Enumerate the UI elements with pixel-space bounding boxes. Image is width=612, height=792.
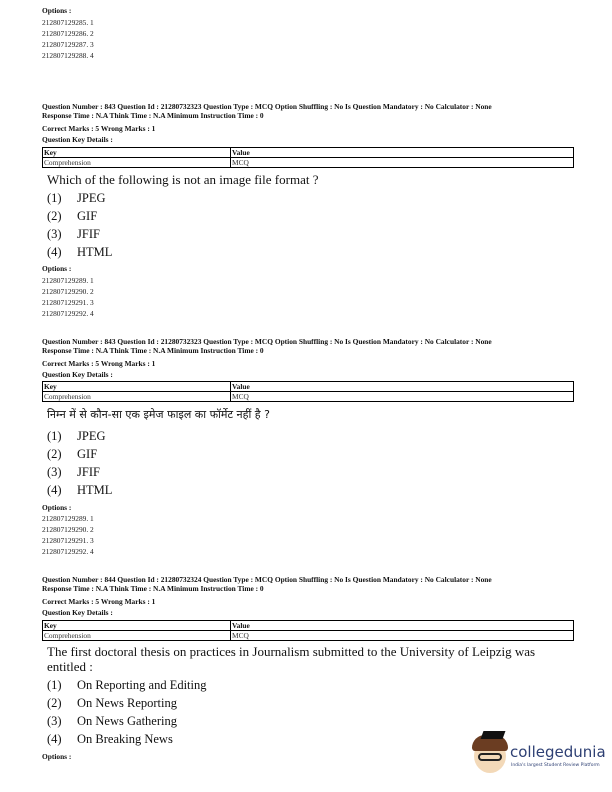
choice-item	[47, 189, 112, 207]
key-details-table	[42, 381, 574, 402]
table-header-value: Value	[231, 148, 574, 158]
choices-list	[47, 427, 112, 499]
question-text: Which of the following is not an image file format ?	[47, 172, 319, 187]
choice-item	[47, 676, 207, 694]
options-label: Options :	[42, 264, 72, 273]
choices-list	[47, 676, 207, 748]
option-item: 212807129285. 1	[42, 18, 94, 27]
option-item: 212807129287. 3	[42, 40, 94, 49]
key-details-table	[42, 620, 574, 641]
choice-item	[47, 712, 207, 730]
option-item: 212807129292. 4	[42, 309, 94, 318]
marks: Correct Marks : 5 Wrong Marks : 1	[42, 124, 156, 133]
choice-number: (1)	[47, 191, 62, 205]
choice-text: GIF	[77, 209, 98, 223]
choice-item	[47, 445, 112, 463]
choice-text: GIF	[77, 447, 98, 461]
key-details-label: Question Key Details :	[42, 608, 113, 617]
table-cell-value: MCQ	[231, 392, 574, 402]
option-item: 212807129291. 3	[42, 536, 94, 545]
choice-item	[47, 427, 112, 445]
option-item: 212807129288. 4	[42, 51, 94, 60]
table-cell-key: Comprehension	[43, 158, 231, 168]
choice-item	[47, 207, 112, 225]
collegedunia-logo	[470, 735, 610, 780]
choices-list	[47, 189, 112, 261]
choice-number: (3)	[47, 714, 62, 728]
options-label: Options :	[42, 6, 72, 15]
options-list	[42, 275, 94, 319]
question-text: निम्न में से कौन-सा एक इमेज फाइल का फॉर्मेट नहीं है ?	[47, 408, 270, 421]
brand-tagline: India's largest Student Review Platform	[511, 763, 600, 768]
options-label: Options :	[42, 503, 72, 512]
choice-text: HTML	[77, 483, 113, 497]
choice-item	[47, 694, 207, 712]
choice-text: JFIF	[77, 227, 100, 241]
question-meta-line2: Response Time : N.A Think Time : N.A Minimum Instruction Time : 0	[42, 584, 264, 593]
choice-item	[47, 730, 207, 748]
choice-text: On Reporting and Editing	[77, 678, 207, 692]
option-item: 212807129286. 2	[42, 29, 94, 38]
key-details-table	[42, 147, 574, 168]
choice-text: On Breaking News	[77, 732, 173, 746]
choice-text: On News Reporting	[77, 696, 177, 710]
table-cell-key: Comprehension	[43, 392, 231, 402]
choice-text: On News Gathering	[77, 714, 177, 728]
options-list	[42, 17, 94, 61]
glasses-icon	[478, 753, 502, 761]
table-header-value: Value	[231, 621, 574, 631]
table-header-key: Key	[43, 148, 231, 158]
option-item: 212807129289. 1	[42, 514, 94, 523]
question-meta-line1: Question Number : 844 Question Id : 21280732324 Question Type : MCQ Option Shuffling : No Is Question Mandatory : No Calculator : None	[42, 575, 492, 584]
choice-number: (3)	[47, 465, 62, 479]
table-cell-value: MCQ	[231, 631, 574, 641]
choice-item	[47, 243, 112, 261]
option-item: 212807129292. 4	[42, 547, 94, 556]
choice-text: JFIF	[77, 465, 100, 479]
table-header-key: Key	[43, 621, 231, 631]
options-list	[42, 513, 94, 557]
question-text-line2: entitled :	[47, 659, 93, 674]
choice-item	[47, 463, 112, 481]
option-item: 212807129290. 2	[42, 525, 94, 534]
table-cell-key: Comprehension	[43, 631, 231, 641]
choice-text: HTML	[77, 245, 113, 259]
option-item: 212807129291. 3	[42, 298, 94, 307]
question-meta-line2: Response Time : N.A Think Time : N.A Minimum Instruction Time : 0	[42, 346, 264, 355]
question-text-line1: The first doctoral thesis on practices in Journalism submitted to the University of Leipzig was	[47, 644, 536, 659]
marks: Correct Marks : 5 Wrong Marks : 1	[42, 597, 156, 606]
options-label: Options :	[42, 752, 72, 761]
choice-number: (4)	[47, 483, 62, 497]
choice-number: (1)	[47, 429, 62, 443]
option-item: 212807129289. 1	[42, 276, 94, 285]
choice-text: JPEG	[77, 429, 106, 443]
question-meta-line2: Response Time : N.A Think Time : N.A Minimum Instruction Time : 0	[42, 111, 264, 120]
key-details-label: Question Key Details :	[42, 370, 113, 379]
choice-number: (2)	[47, 447, 62, 461]
choice-number: (2)	[47, 209, 62, 223]
choice-text: JPEG	[77, 191, 106, 205]
graduation-cap-icon	[481, 731, 506, 739]
table-header-value: Value	[231, 382, 574, 392]
choice-item	[47, 481, 112, 499]
table-cell-value: MCQ	[231, 158, 574, 168]
key-details-label: Question Key Details :	[42, 135, 113, 144]
question-meta-line1: Question Number : 843 Question Id : 21280732323 Question Type : MCQ Option Shuffling : No Is Question Mandatory : No Calculator : None	[42, 337, 492, 346]
marks: Correct Marks : 5 Wrong Marks : 1	[42, 359, 156, 368]
brand-name: collegedunia	[510, 743, 606, 761]
choice-number: (4)	[47, 732, 62, 746]
choice-number: (4)	[47, 245, 62, 259]
option-item: 212807129290. 2	[42, 287, 94, 296]
choice-number: (1)	[47, 678, 62, 692]
choice-item	[47, 225, 112, 243]
choice-number: (3)	[47, 227, 62, 241]
table-header-key: Key	[43, 382, 231, 392]
question-meta-line1: Question Number : 843 Question Id : 21280732323 Question Type : MCQ Option Shuffling : No Is Question Mandatory : No Calculator : None	[42, 102, 492, 111]
choice-number: (2)	[47, 696, 62, 710]
